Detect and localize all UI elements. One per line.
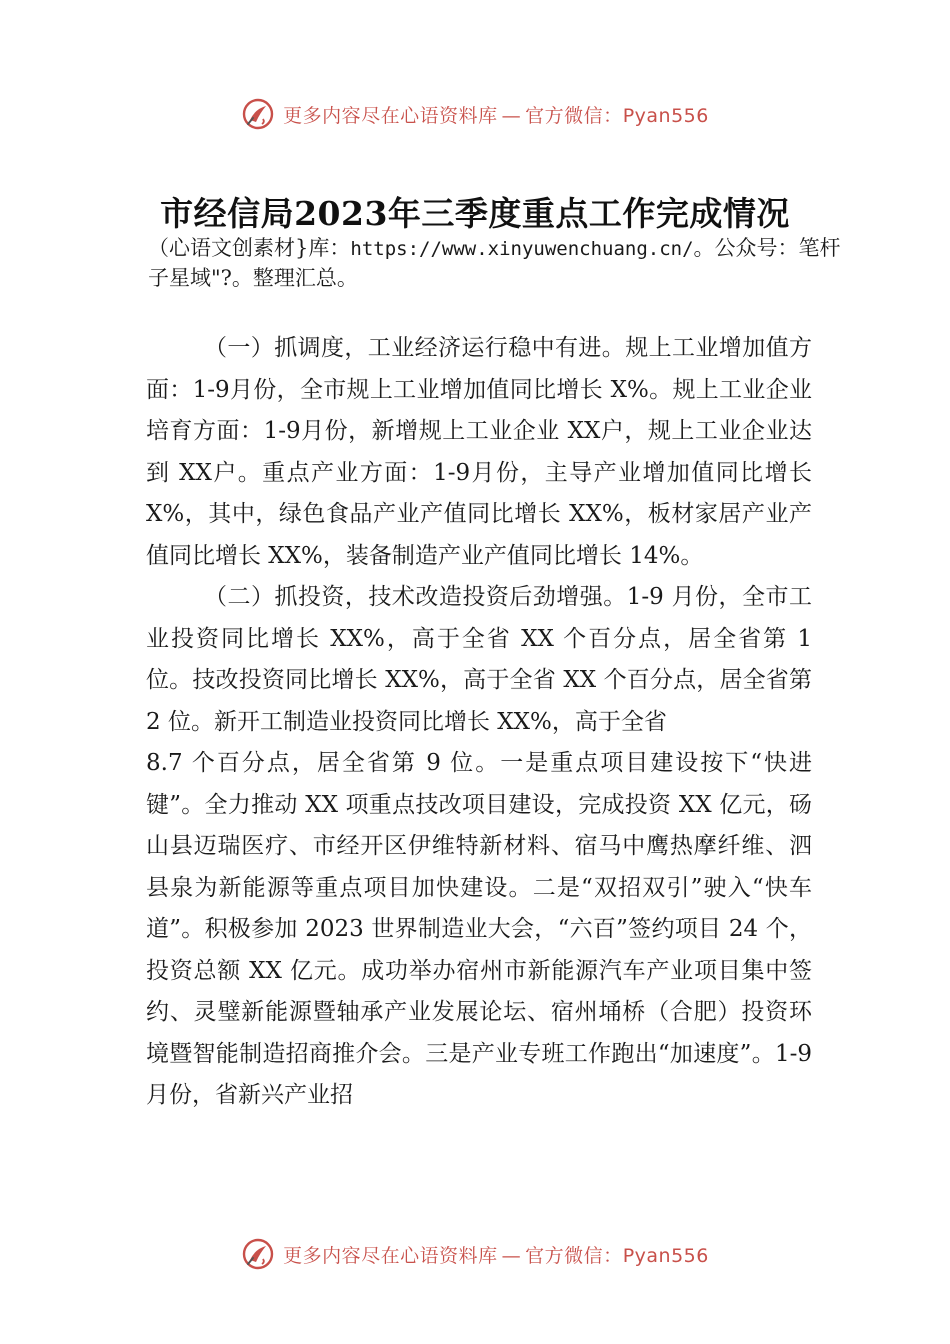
brush-seal-logo-icon [241,97,275,131]
banner-text: 更多内容尽在心语资料库 — 官方微信：Pyan556 [283,104,709,127]
footer-banner [0,1232,950,1276]
paragraph: （二）抓投资，技术改造投资后劲增强。1-9 月份，全市工业投资同比增长 XX%，高于全省 XX 个百分点，居全省第 1 位。技改投资同比增长 XX%，高于全省 XX 个百分点，居全省第 2 位。新开工制造业投资同比增长 XX%，高于全省 [146,584,812,735]
paragraph: 8.7 个百分点，居全省第 9 位。一是重点项目建设按下“快进键”。全力推动 XX 项重点技改项目建设，完成投资 XX 亿元，砀山县迈瑞医疗、市经开区伊维特新材料、宿马中鹰热摩纤维、泗县泉为新能源等重点项目加快建设。二是“双招双引”驶入“快车道”。积极参加 2023 世界制造业大会，“六百”签约项目 24 个，投资总额 XX 亿元。成功举办宿州市新能源汽车产业项目集中签约、灵璧新能源暨轴承产业发展论坛、宿州埇桥（合肥）投资环境暨智能制造招商推介会。三是产业专班工作跑出“加速度”。1-9 月份，省新兴产业招 [146,750,812,1108]
banner-text: 更多内容尽在心语资料库 — 官方微信：Pyan556 [283,1244,709,1267]
document-title: 市经信局2023年三季度重点工作完成情况 [160,194,790,233]
paragraph: （一）抓调度，工业经济运行稳中有进。规上工业增加值方面：1-9月份，全市规上工业增加值同比增长 X%。规上工业企业培育方面：1-9月份，新增规上工业企业 XX户，规上工业企业达到 XX户。重点产业方面：1-9月份，主导产业增加值同比增长 X%，其中，绿色食品产业产值同比增长 XX%，板材家居产业产值同比增长 XX%，装备制造产业产值同比增长 14%。 [146,335,812,569]
source-url: https://www.xinyuwenchuang.cn/ [350,238,694,260]
header-banner [0,92,950,136]
document-body [146,328,812,1117]
source-note: （心语文创素材}库：https://www.xinyuwenchuang.cn/。公众号：笔杆子星域"?。整理汇总。 [148,236,841,290]
brush-seal-logo-icon [241,1237,275,1271]
